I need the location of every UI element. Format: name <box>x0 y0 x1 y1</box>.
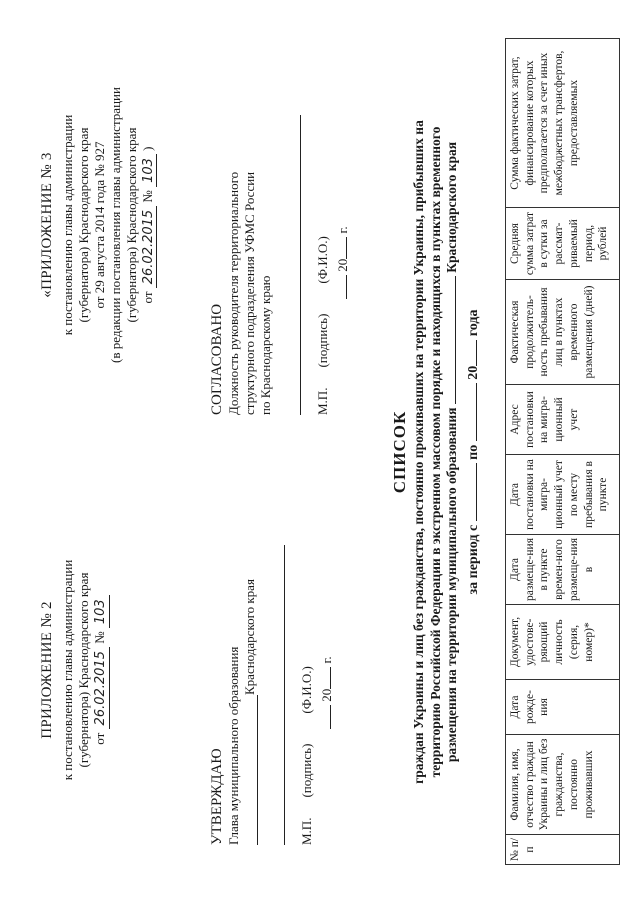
number-prefix: № <box>139 190 155 203</box>
signature-caption-row <box>315 35 331 415</box>
approval-region: Краснодарского края <box>242 579 258 695</box>
table-header-cell: Фамилия, имя, отчество граждан Украины и лиц без гражданства, постоянно проживавших <box>506 735 620 835</box>
list-line: граждан Украины и лиц без гражданства, постоянно проживавших на территории Украины, прибывших на <box>410 120 426 784</box>
handwritten-number: 103 <box>93 595 110 628</box>
table-header-cell: Дата рожде-ния <box>506 680 620 735</box>
appendix-3-line: (в редакции постановления главы администрации <box>107 87 123 363</box>
approval-title: УТВЕРЖДАЮ <box>209 748 225 845</box>
year-suffix: г. <box>318 656 334 664</box>
appendix-3-title: «ПРИЛОЖЕНИЕ № 3 <box>39 152 55 298</box>
list-table <box>505 39 620 865</box>
appendix-3-line: (губернатора) Краснодарского края <box>76 127 92 323</box>
agreement-line: структурного подразделения УФМС России <box>242 171 258 415</box>
handwritten-number: 103 <box>141 154 158 187</box>
agreement-block <box>208 35 351 415</box>
appendix-2-date-line <box>92 495 110 845</box>
approval-block <box>208 485 335 845</box>
appendix-3-line: от 29 августа 2014 года № 927 <box>92 141 108 309</box>
signature-line <box>284 545 285 845</box>
handwritten-date: 26.02.2015 <box>93 647 110 729</box>
fio-caption: (Ф.И.О.) <box>314 236 330 284</box>
agreement-line: Должность руководителя территориального <box>226 171 242 415</box>
appendix-2-line: (губернатора) Краснодарского края <box>76 572 92 768</box>
list-heading <box>390 39 482 865</box>
table-header-cell: Средняя сумма затрат в сутки за рассмат-риваемый период, рублей <box>506 208 620 280</box>
appendix-3-line: к постановлению главы администрации <box>60 114 76 336</box>
list-line-municipality: размещения на территории муниципального образования Краснодарского края <box>444 141 460 763</box>
year-prefix: 20 <box>318 688 334 702</box>
list-title: СПИСОК <box>390 410 409 494</box>
table-header-cell: Документ, удостове-ряющий личность (серия, номер)* <box>506 605 620 680</box>
table-header-cell: Фактическая продолжитель-ность пребывания лиц в пунктах временного размещения (дней) <box>506 280 620 385</box>
list-period: за период с по 20 года <box>466 309 482 595</box>
stamp-place: М.П. <box>299 817 315 845</box>
year-prefix: 20 <box>334 258 350 272</box>
signature-caption-row <box>299 485 315 845</box>
signature-line <box>300 115 301 415</box>
year-row <box>335 35 351 415</box>
agreement-title: СОГЛАСОВАНО <box>209 303 225 415</box>
table-header-cell: Дата постановки на мигра-ционный учет по месту пребывания в пункте <box>506 455 620 535</box>
number-prefix: № <box>92 631 108 644</box>
handwritten-date: 26.02.2015 <box>141 206 158 288</box>
year-row <box>319 485 335 845</box>
date-prefix: от <box>92 732 108 745</box>
agreement-line: по Краснодарскому краю <box>258 275 274 415</box>
appendix-2-header <box>38 495 110 845</box>
appendix-2-line: к постановлению главы администрации <box>60 559 76 781</box>
date-prefix: от <box>139 291 155 304</box>
appendix-2-title: ПРИЛОЖЕНИЕ № 2 <box>39 601 55 739</box>
year-suffix: г. <box>334 226 350 234</box>
table-header-cell: № п/п <box>506 835 620 865</box>
fio-caption: (Ф.И.О.) <box>299 666 315 714</box>
municipality-blank <box>242 695 258 845</box>
list-line: территорию Российской Федерации в экстренном массовом порядке и находящихся в пунктах временного <box>427 126 443 778</box>
approval-position: Глава муниципального образования <box>226 646 242 845</box>
appendix-3-date-line: от 26.02.2015 № 103 ) <box>139 146 156 304</box>
table-header-cell: Сумма фактических затрат, финансирование которых предполагается за счет иных межбюджетных трансфертов, предоставляемых <box>506 39 620 208</box>
appendix-3-line: (губернатора) Краснодарского края <box>123 127 139 323</box>
approval-municipality-row <box>242 485 258 845</box>
appendix-3-header <box>38 35 157 415</box>
table-header-cell: Адрес постановки на мигра-ционный учет <box>506 385 620 455</box>
document-page <box>20 19 620 885</box>
table-header-row <box>506 39 620 865</box>
stamp-place: М.П. <box>314 387 330 415</box>
table-header-cell: Дата размеще-ния в пункте времен-ного размеще-ния в <box>506 535 620 605</box>
signature-caption: (подпись) <box>299 743 315 798</box>
signature-caption: (подпись) <box>314 313 330 368</box>
